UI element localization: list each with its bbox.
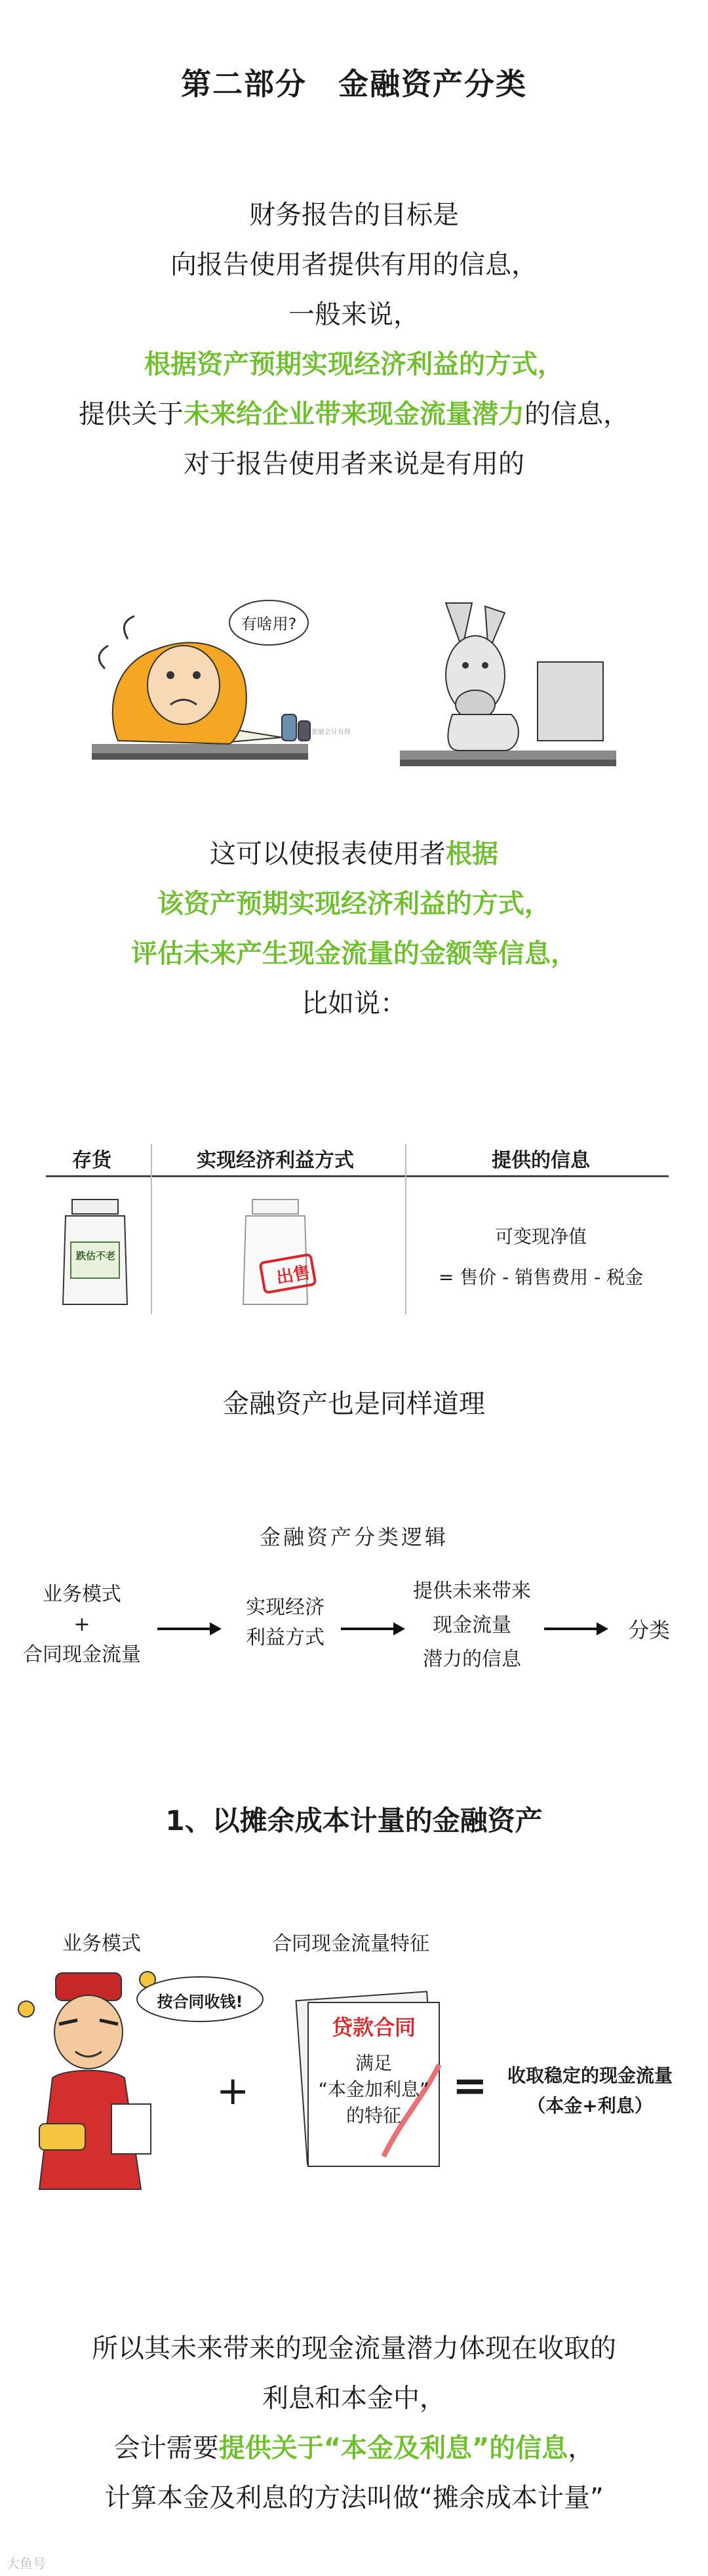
left-desk — [92, 744, 308, 753]
flow-title: 金融资产分类逻辑 — [259, 1525, 448, 1550]
intro-line-5-post: 的信息， — [524, 399, 629, 429]
same-logic-text: 金融资产也是同样道理 — [223, 1389, 485, 1419]
info-line-2: = 售价 - 销售费用 - 税金 — [438, 1266, 644, 1288]
equals-sign: = — [452, 2062, 488, 2111]
info-line-1: 可变现净值 — [494, 1226, 587, 1247]
plus-sign: + — [216, 2068, 250, 2114]
para2-line-4: 比如说： — [302, 988, 406, 1019]
monitor-icon — [538, 662, 603, 741]
amortized-illustration — [0, 1927, 708, 2202]
donkey-character — [446, 603, 519, 751]
contract-body — [308, 2050, 439, 2129]
flow-step-2-line-2: 利益方式 — [246, 1626, 324, 1649]
table-header-method: 实现经济利益方式 — [197, 1149, 354, 1172]
contract-line-3: 的特征 — [345, 2105, 401, 2126]
table-divider-1 — [151, 1144, 152, 1314]
para2-line-3: 评估未来产生现金流量的金额等信息， — [131, 939, 577, 969]
result-line-1: 收取稳定的现金流量 — [507, 2065, 673, 2086]
flow-step-4: 分类 — [627, 1618, 670, 1643]
flow-step-3 — [400, 1574, 544, 1677]
conclusion-line-2: 利息和本金中， — [262, 2383, 446, 2413]
intro-line-5-highlight: 未来给企业带来现金流量潜力 — [184, 399, 524, 429]
speech-text: 按合同收钱! — [157, 1993, 243, 2011]
intro-line-1: 财务报告的目标是 — [249, 200, 459, 230]
section-1-title: 1、以摊余成本计量的金融资产 — [165, 1805, 543, 1837]
contract-line-1: 满足 — [355, 2052, 392, 2074]
gold-ingot-icon — [39, 2124, 85, 2150]
table-header-info: 提供的信息 — [492, 1149, 590, 1172]
conclusion-line-1: 所以其未来带来的现金流量潜力体现在收取的 — [92, 2333, 616, 2364]
result-text — [482, 2061, 698, 2121]
intro-line-4: 根据资产预期实现经济利益的方式， — [144, 349, 564, 380]
flow-diagram — [0, 1580, 708, 1685]
flow-step-1-plus: + — [73, 1613, 90, 1636]
conclusion-paragraph — [0, 2324, 708, 2523]
para2-line-1 — [0, 829, 708, 879]
intro-line-5 — [0, 389, 708, 439]
arrow-icon — [341, 1619, 406, 1639]
right-desk — [400, 751, 616, 760]
label-cashflow-feature: 合同现金流量特征 — [272, 1932, 429, 1955]
conclusion-line-3-pre: 会计需要 — [113, 2433, 219, 2463]
orange-character — [99, 616, 246, 744]
contract-paper-icon — [111, 2104, 151, 2154]
intro-paragraph — [0, 190, 708, 489]
section-title: 第二部分 金融资产分类 — [181, 66, 527, 102]
flow-step-2-line-1: 实现经济 — [246, 1596, 324, 1619]
cartoon-orange-and-donkey — [79, 577, 629, 773]
flow-step-2 — [229, 1593, 341, 1653]
table-header-rule — [46, 1175, 669, 1177]
flow-step-1-line-1: 业务模式 — [43, 1583, 121, 1606]
flow-step-3-line-1: 提供未来带来 — [413, 1580, 531, 1603]
result-line-2: （本金+利息） — [527, 2095, 653, 2117]
intro-line-3: 一般来说， — [288, 300, 420, 330]
paragraph-2 — [0, 829, 708, 1028]
flow-step-1 — [7, 1580, 157, 1670]
flow-step-3-line-2: 现金流量 — [433, 1614, 511, 1637]
conclusion-line-4: 计算本金及利息的方法叫做“摊余成本计量” — [104, 2483, 604, 2513]
contract-title: 贷款合同 — [331, 2015, 416, 2040]
sell-stamp-text: 出售 — [275, 1262, 312, 1289]
footer-watermark: 大鱼号 — [7, 2556, 46, 2571]
cartoon-watermark: 张敏会计有得 — [311, 729, 351, 736]
table-header-inventory: 存货 — [72, 1149, 111, 1172]
label-business-model: 业务模式 — [62, 1932, 141, 1955]
medicine-jar-sold-icon — [236, 1196, 321, 1308]
conclusion-line-3-highlight: 提供关于“本金及利息”的信息 — [218, 2433, 568, 2463]
para2-line-1-pre: 这可以使报表使用者 — [210, 839, 446, 869]
speech-text: 有啥用? — [241, 615, 297, 633]
inventory-table — [46, 1144, 669, 1321]
conclusion-line-3 — [0, 2423, 708, 2473]
conclusion-line-3-post: ， — [568, 2433, 595, 2463]
table-divider-2 — [405, 1144, 406, 1314]
intro-line-5-pre: 提供关于 — [79, 399, 184, 429]
flow-step-1-line-3: 合同现金流量 — [23, 1643, 141, 1666]
intro-line-2: 向报告使用者提供有用的信息， — [170, 250, 538, 280]
jar-label: 跌估不老 — [75, 1250, 115, 1262]
arrow-icon — [544, 1619, 610, 1639]
contract-line-2: “本金加利息” — [318, 2078, 429, 2100]
flow-step-3-line-3: 潜力的信息 — [423, 1648, 521, 1671]
arrow-icon — [157, 1619, 223, 1639]
para2-line-1-highlight: 根据 — [446, 839, 498, 869]
para2-line-2: 该资产预期实现经济利益的方式， — [157, 889, 551, 919]
intro-line-6: 对于报告使用者来说是有用的 — [184, 449, 524, 479]
